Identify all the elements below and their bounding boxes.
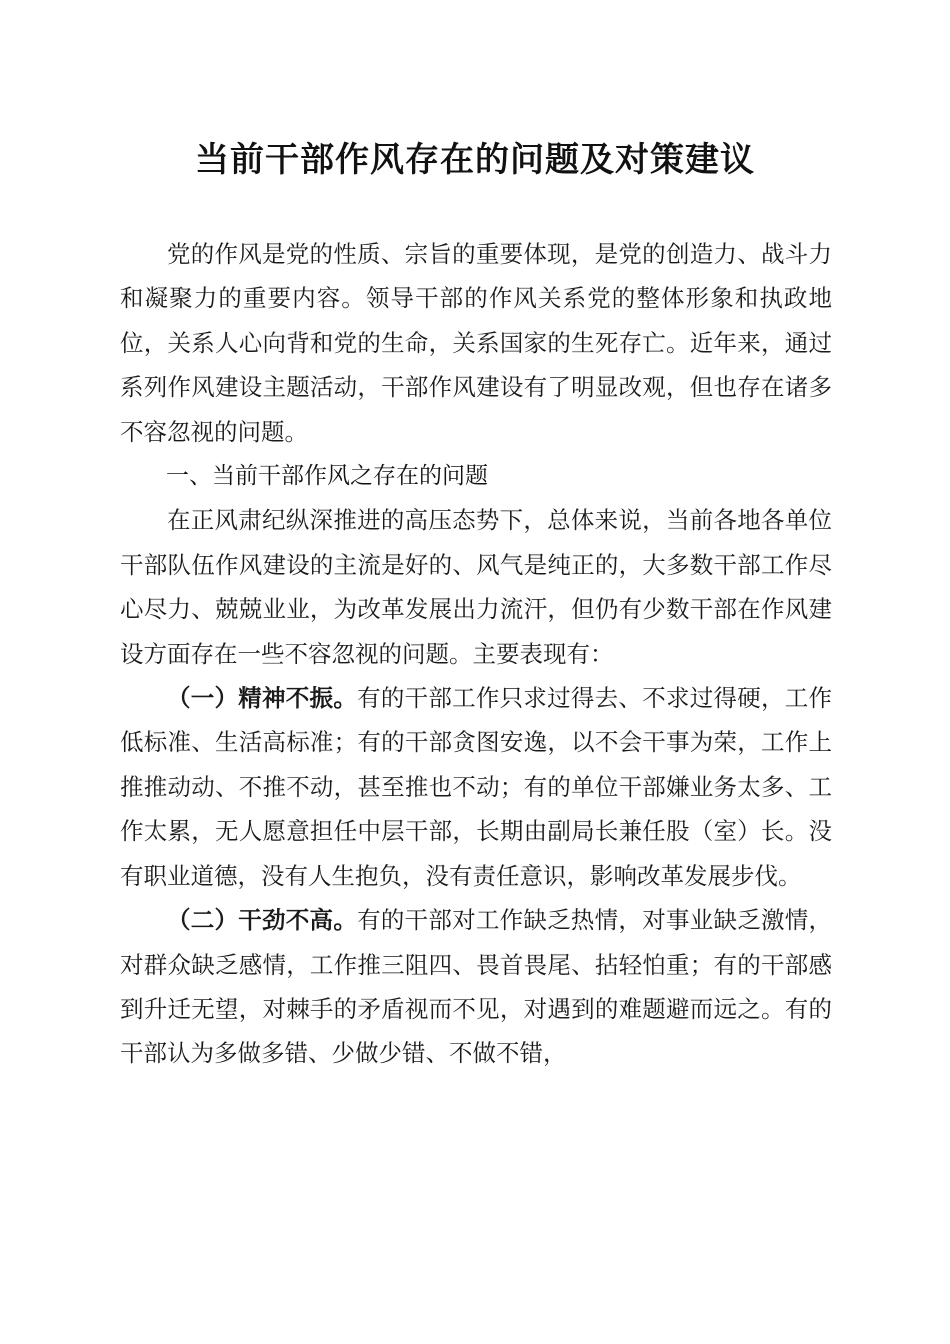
document-title: 当前干部作风存在的问题及对策建议	[195, 140, 755, 180]
point-one-paragraph	[120, 676, 832, 898]
section-heading: 一、当前干部作风之存在的问题	[166, 463, 488, 490]
point-one-label: （一）精神不振。	[167, 684, 358, 713]
section-overview-paragraph: 在正风肃纪纵深推进的高压态势下，总体来说，当前各地各单位干部队伍作风建设的主流是好的、风气是纯正的，大多数干部工作尽心尽力、兢兢业业，为改革发展出力流汗，但仍有少数干部在作风建设方面存在一些不容忽视的问题。主要表现有：	[120, 506, 832, 668]
document-body	[120, 232, 832, 1076]
point-one-text: 有的干部工作只求过得去、不求过得硬，工作低标准、生活高标准；有的干部贪图安逸，以不会干事为荣，工作上推推动动、不推不动，甚至推也不动；有的单位干部嫌业务太多、工作太累，无人愿意担任中层干部，长期由副局长兼任股（室）长。没有职业道德，没有人生抱负，没有责任意识，影响改革发展步伐。	[120, 684, 833, 890]
point-two-label: （二）干劲不高。	[167, 906, 358, 935]
intro-paragraph: 党的作风是党的性质、宗旨的重要体现，是党的创造力、战斗力和凝聚力的重要内容。领导干部的作风关系党的整体形象和执政地位，关系人心向背和党的生命，关系国家的生死存亡。近年来，通过系列作风建设主题活动，干部作风建设有了明显改观，但也存在诸多不容忽视的问题。	[120, 240, 832, 446]
point-two-paragraph	[120, 898, 832, 1076]
point-two-text: 有的干部对工作缺乏热情，对事业缺乏激情，对群众缺乏感情，工作推三阻四、畏首畏尾、拈轻怕重；有的干部感到升迁无望，对棘手的矛盾视而不见，对遇到的难题避而远之。有的干部认为多做多错、少做少错、不做不错，	[120, 906, 833, 1068]
